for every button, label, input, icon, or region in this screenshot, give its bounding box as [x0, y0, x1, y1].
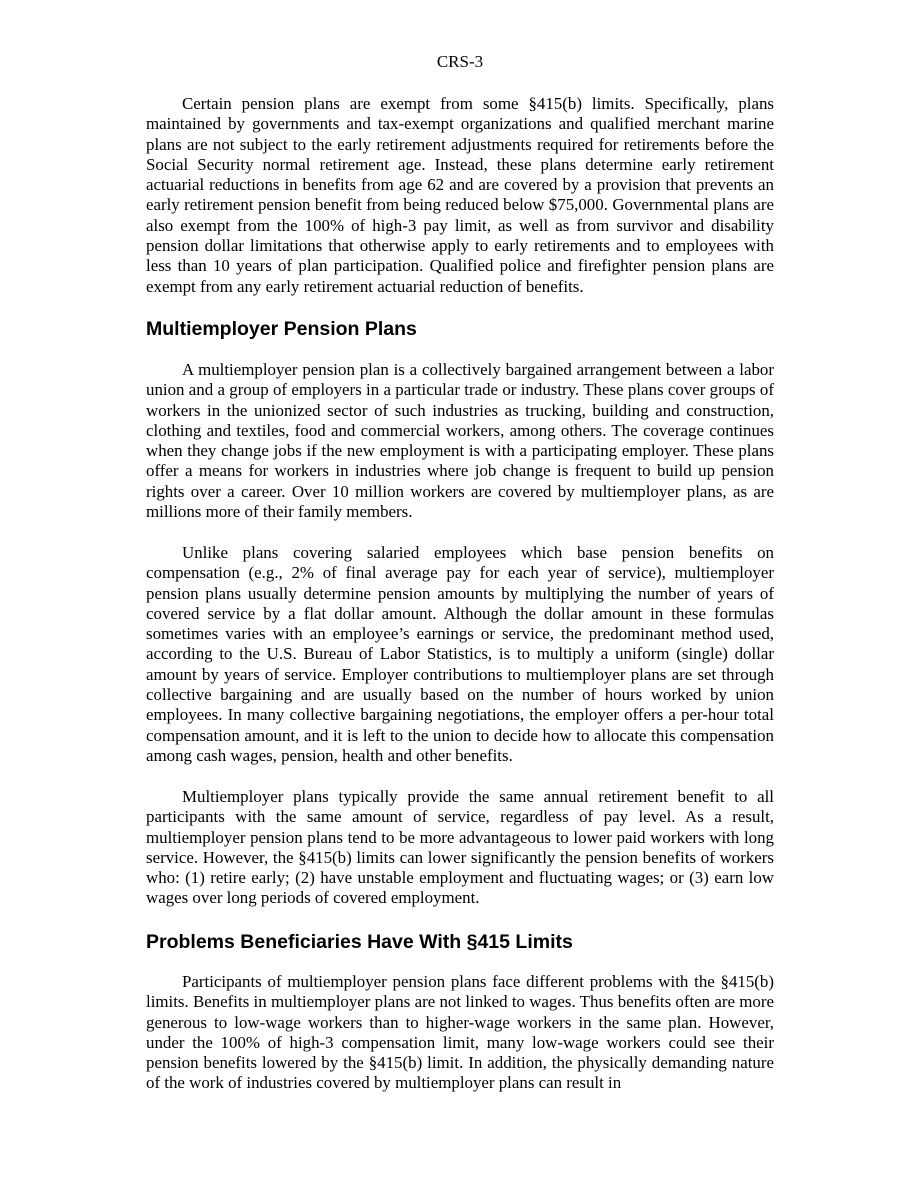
intro-paragraph: Certain pension plans are exempt from some §415(b) limits. Specifically, plans maintained by governments and tax-exempt organizations and qualified merchant marine plans are not subject to the early retirement adjustments required for retirements before the Social Security normal retirement age. Instead, these plans determine early retirement actuarial reductions in benefits from age 62 and are covered by a provision that prevents an early retirement pension benefit from being reduced below $75,000. Governmental plans are also exempt from the 100% of high-3 pay limit, as well as from survivor and disability pension dollar limitations that otherwise apply to early retirements and to employees with less than 10 years of plan participation. Qualified police and firefighter pension plans are exempt from any early retirement actuarial reduction of benefits. — [146, 94, 774, 296]
multiemployer-paragraph-3: Multiemployer plans typically provide the same annual retirement benefit to all participants with the same amount of service, regardless of pay level. As a result, multiemployer pension plans tend to be more advantageous to lower paid workers with long service. However, the §415(b) limits can lower significantly the pension benefits of workers who: (1) retire early; (2) have unstable employment and fluctuating wages; or (3) earn low wages over long periods of covered employment. — [146, 787, 774, 908]
problems-paragraph-1: Participants of multiemployer pension plans face different problems with the §415(b) limits. Benefits in multiemployer plans are not linked to wages. Thus benefits often are more generous to low-wage workers than to higher-wage workers in the same plan. However, under the 100% of high-3 compensation limit, many low-wage workers could see their pension benefits lowered by the §415(b) limit. In addition, the physically demanding nature of the work of industries covered by multiemployer plans can result in — [146, 972, 774, 1093]
section-heading-multiemployer: Multiemployer Pension Plans — [146, 318, 417, 340]
section-heading-problems: Problems Beneficiaries Have With §415 Limits — [146, 931, 573, 953]
multiemployer-paragraph-2: Unlike plans covering salaried employees which base pension benefits on compensation (e.g., 2% of final average pay for each year of service), multiemployer pension plans usually determine pension amounts by multiplying the number of years of covered service by a flat dollar amount. Although the dollar amount in these formulas sometimes varies with an employee’s earnings or service, the predominant method used, according to the U.S. Bureau of Labor Statistics, is to multiply a uniform (single) dollar amount by years of service. Employer contributions to multiemployer plans are set through collective bargaining and are usually based on the number of hours worked by union employees. In many collective bargaining negotiations, the employer offers a per-hour total compensation amount, and it is left to the union to decide how to allocate this compensation among cash wages, pension, health and other benefits. — [146, 543, 774, 765]
multiemployer-paragraph-1: A multiemployer pension plan is a collectively bargained arrangement between a labor union and a group of employers in a particular trade or industry. These plans cover groups of workers in the unionized sector of such industries as trucking, building and construction, clothing and textiles, food and commercial workers, among others. The coverage continues when they change jobs if the new employment is with a participating employer. These plans offer a means for workers in industries where job change is frequent to build up pension rights over a career. Over 10 million workers are covered by multiemployer plans, as are millions more of their family members. — [146, 360, 774, 522]
page-header: CRS-3 — [436, 52, 484, 71]
